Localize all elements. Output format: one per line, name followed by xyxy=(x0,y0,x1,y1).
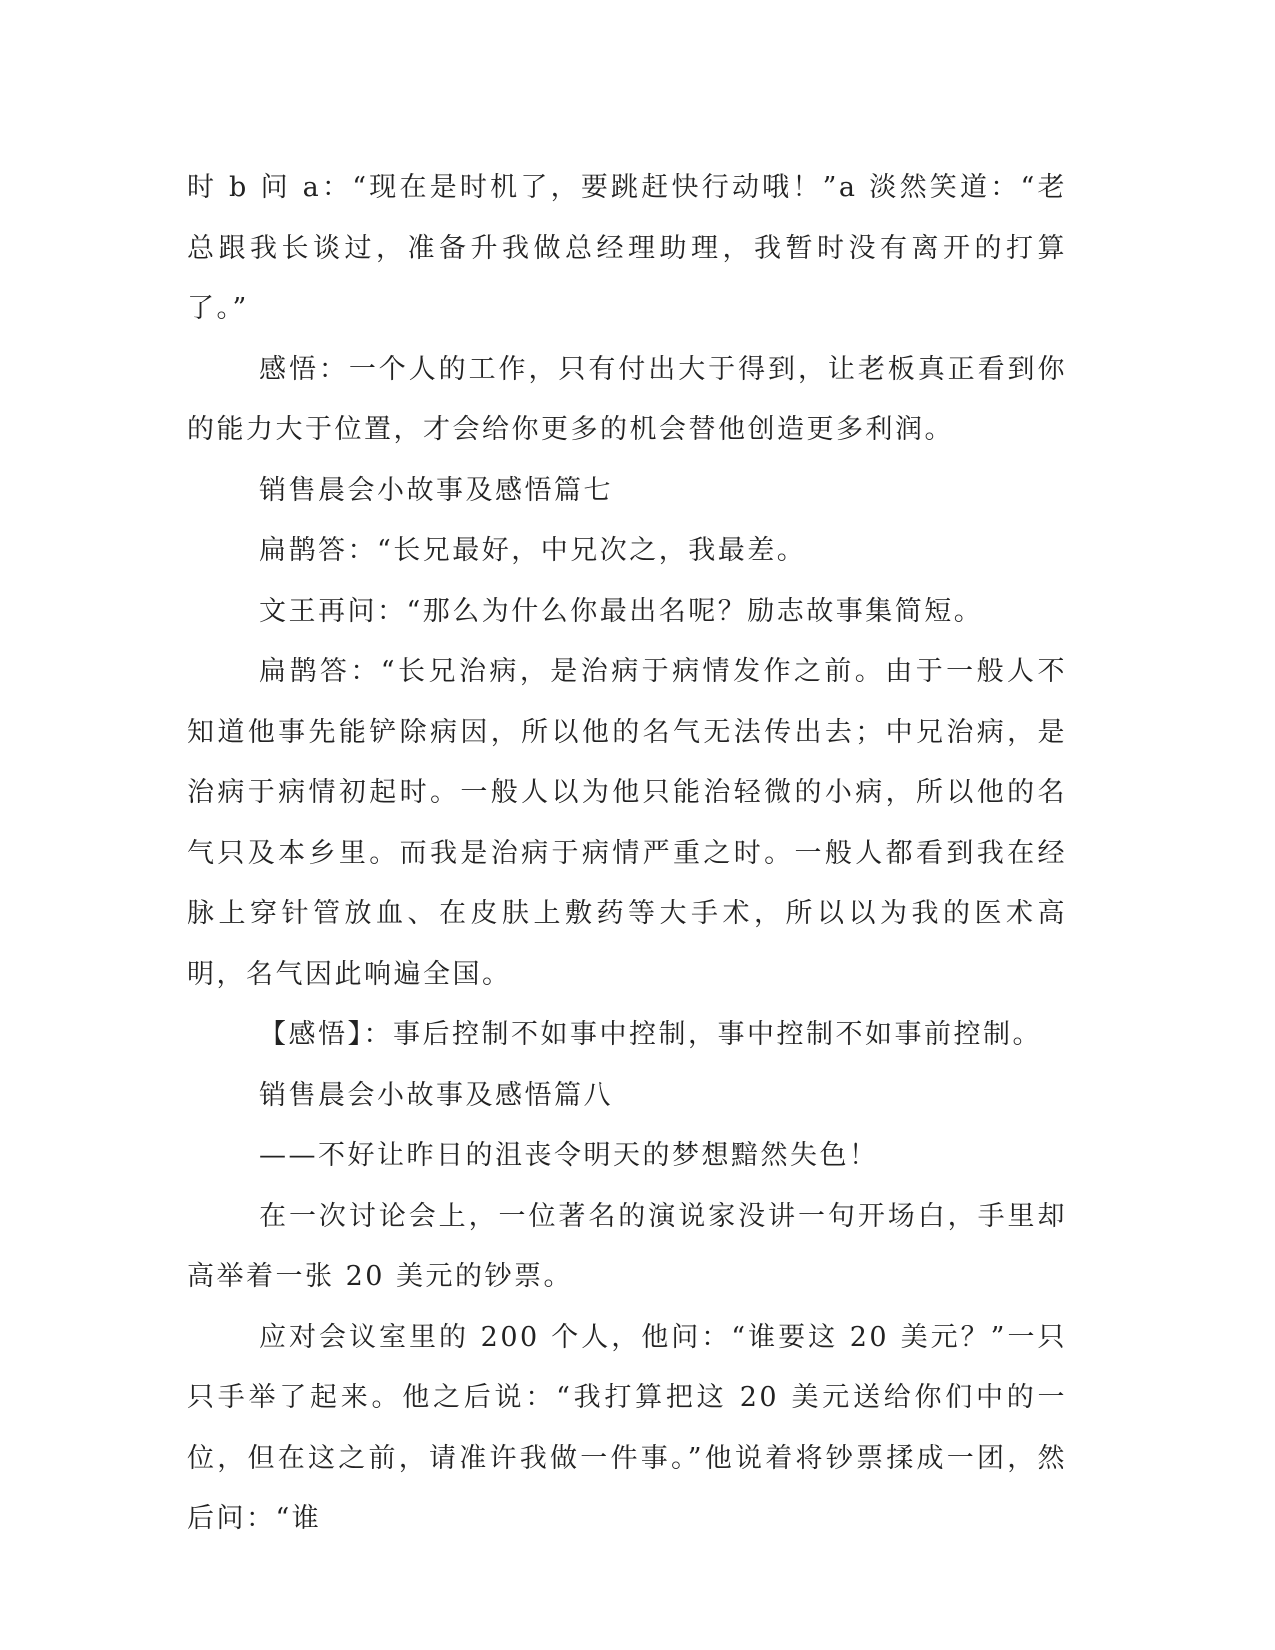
paragraph-11: 应对会议室里的 200 个人，他问：“谁要这 20 美元？”一只只手举了起来。他之后说：“我打算把这 20 美元送给你们中的一位，但在这之前，请准许我做一件事。”他说着将钞票揉成一团，然后问：“谁 xyxy=(187,1321,1067,1534)
paragraph-9: ——不好让昨日的沮丧令明天的梦想黯然失色！ xyxy=(259,1140,879,1171)
section-heading-7: 销售晨会小故事及感悟篇七 xyxy=(259,474,613,506)
paragraph-5: 文王再问：“那么为什么你最出名呢？励志故事集简短。 xyxy=(259,595,984,627)
paragraph-6: 扁鹊答：“长兄治病，是治病于病情发作之前。由于一般人不知道他事先能铲除病因，所以他的名气无法传出去；中兄治病，是治病于病情初起时。一般人以为他只能治轻微的小病，所以他的名气只及本乡里。而我是治病于病情严重之时。一般人都看到我在经脉上穿针管放血、在皮肤上敷药等大手术，所以以为我的医术高明，名气因此响遍全国。 xyxy=(187,656,1067,990)
section-heading-8: 销售晨会小故事及感悟篇八 xyxy=(259,1079,613,1111)
document-body xyxy=(187,158,1067,1550)
paragraph-10: 在一次讨论会上，一位著名的演说家没讲一句开场白，手里却高举着一张 20 美元的钞票。 xyxy=(187,1200,1067,1292)
paragraph-7: 【感悟】：事后控制不如事中控制，事中控制不如事前控制。 xyxy=(259,1019,1042,1050)
paragraph-1: 时 b 问 a：“现在是时机了，要跳赶快行动哦！”a 淡然笑道：“老总跟我长谈过，准备升我做总经理助理，我暂时没有离开的打算了。” xyxy=(187,172,1067,324)
paragraph-2: 感悟：一个人的工作，只有付出大于得到，让老板真正看到你的能力大于位置，才会给你更多的机会替他创造更多利润。 xyxy=(187,353,1067,445)
paragraph-4: 扁鹊答：“长兄最好，中兄次之，我最差。 xyxy=(259,535,807,566)
